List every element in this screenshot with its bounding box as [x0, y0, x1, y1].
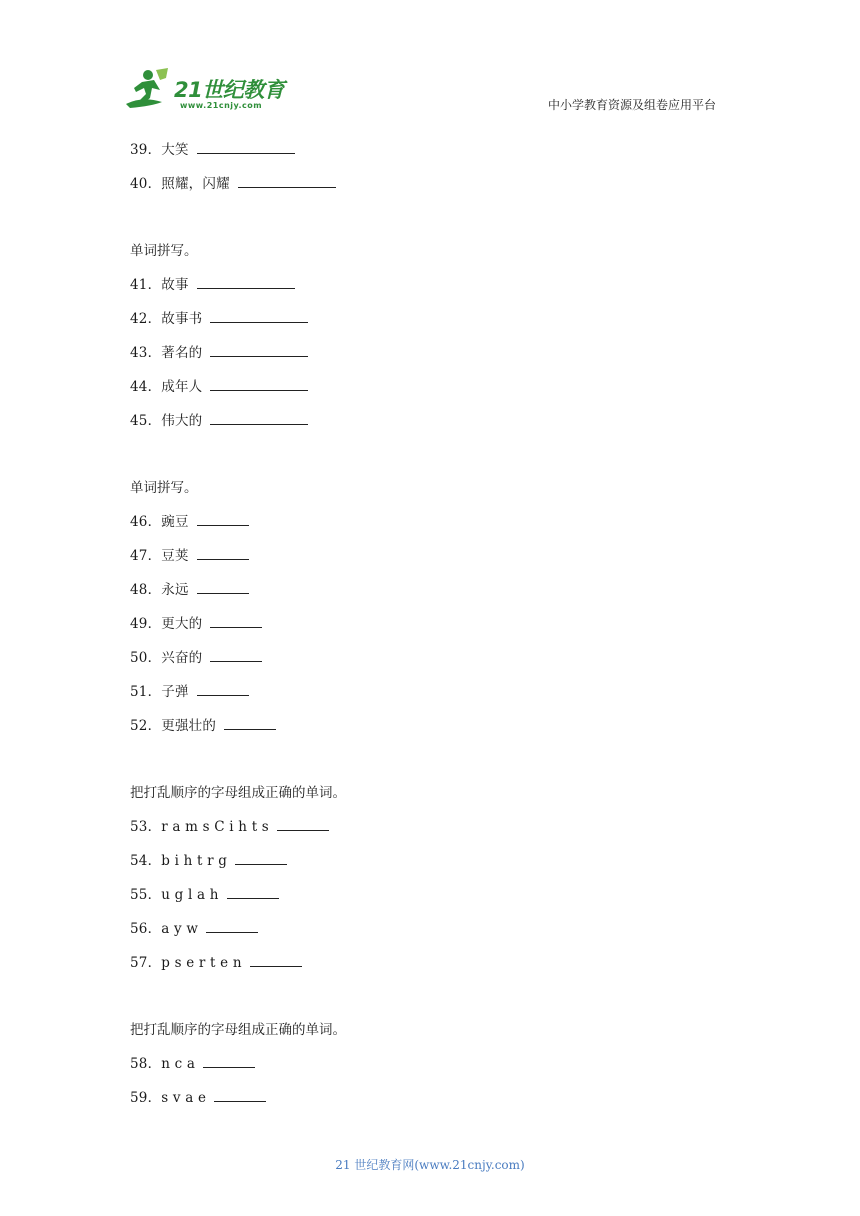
question-text: 更强壮的	[161, 718, 217, 734]
question-item	[130, 1052, 255, 1072]
question-text: 子弹	[161, 684, 189, 700]
answer-blank[interactable]	[203, 1055, 255, 1068]
answer-blank[interactable]	[210, 412, 308, 425]
answer-blank[interactable]	[224, 717, 276, 730]
answer-blank[interactable]	[238, 175, 336, 188]
runner-logo-icon	[122, 66, 178, 116]
question-item	[130, 544, 249, 564]
answer-blank[interactable]	[206, 920, 258, 933]
question-item	[130, 612, 262, 632]
section-heading: 单词拼写。	[130, 480, 198, 496]
question-number: 49．	[130, 616, 162, 632]
question-text: 大笑	[161, 142, 189, 158]
answer-blank[interactable]	[235, 852, 287, 865]
page-header	[0, 0, 860, 130]
question-item	[130, 307, 308, 327]
question-item	[130, 375, 308, 395]
question-number: 56．	[130, 921, 162, 937]
question-item	[130, 341, 308, 361]
question-text: b i h t r g	[161, 853, 228, 869]
question-text: p s e r t e n	[161, 955, 242, 971]
question-number: 47．	[130, 548, 162, 564]
question-number: 59．	[130, 1090, 162, 1106]
question-item	[130, 815, 329, 835]
logo	[122, 66, 292, 116]
question-item	[130, 714, 276, 734]
answer-blank[interactable]	[210, 344, 308, 357]
question-item	[130, 680, 249, 700]
question-item	[130, 951, 302, 971]
question-number: 41．	[130, 277, 162, 293]
answer-blank[interactable]	[197, 141, 295, 154]
question-item	[130, 883, 279, 903]
question-item	[130, 849, 287, 869]
question-number: 54．	[130, 853, 162, 869]
question-number: 40．	[130, 176, 162, 192]
answer-blank[interactable]	[197, 547, 249, 560]
question-item	[130, 273, 295, 293]
answer-blank[interactable]	[277, 818, 329, 831]
question-number: 57．	[130, 955, 162, 971]
question-item	[130, 917, 258, 937]
question-number: 45．	[130, 413, 162, 429]
question-number: 39．	[130, 142, 162, 158]
question-item	[130, 172, 336, 192]
question-item	[130, 578, 249, 598]
answer-blank[interactable]	[210, 615, 262, 628]
question-number: 51．	[130, 684, 162, 700]
question-text: u g l a h	[161, 887, 219, 903]
answer-blank[interactable]	[250, 954, 302, 967]
question-number: 53．	[130, 819, 162, 835]
answer-blank[interactable]	[197, 581, 249, 594]
answer-blank[interactable]	[197, 513, 249, 526]
question-text: 豌豆	[161, 514, 189, 530]
question-item	[130, 646, 262, 666]
question-item	[130, 138, 295, 158]
question-text: n c a	[161, 1056, 196, 1072]
question-text: r a m s C i h t s	[161, 819, 269, 835]
question-number: 42．	[130, 311, 162, 327]
question-item	[130, 409, 308, 429]
question-number: 46．	[130, 514, 162, 530]
question-number: 43．	[130, 345, 162, 361]
answer-blank[interactable]	[210, 310, 308, 323]
logo-url: www.21cnjy.com	[180, 101, 263, 110]
section-heading: 把打乱顺序的字母组成正确的单词。	[130, 1022, 346, 1038]
question-number: 58．	[130, 1056, 162, 1072]
question-text: 永远	[161, 582, 189, 598]
question-text: 故事书	[161, 311, 203, 327]
question-number: 44．	[130, 379, 162, 395]
question-text: 成年人	[161, 379, 203, 395]
question-text: 伟大的	[161, 413, 203, 429]
question-text: s v a e	[161, 1090, 207, 1106]
question-text: 故事	[161, 277, 189, 293]
question-text: 豆荚	[161, 548, 189, 564]
answer-blank[interactable]	[227, 886, 279, 899]
question-text: 著名的	[161, 345, 203, 361]
question-number: 50．	[130, 650, 162, 666]
question-text: 更大的	[161, 616, 203, 632]
question-text: 照耀，闪耀	[161, 176, 230, 192]
answer-blank[interactable]	[210, 649, 262, 662]
question-number: 52．	[130, 718, 162, 734]
question-number: 55．	[130, 887, 162, 903]
question-text: a y w	[161, 921, 199, 937]
section-heading: 单词拼写。	[130, 243, 198, 259]
question-number: 48．	[130, 582, 162, 598]
section-heading: 把打乱顺序的字母组成正确的单词。	[130, 785, 346, 801]
answer-blank[interactable]	[197, 276, 295, 289]
answer-blank[interactable]	[210, 378, 308, 391]
answer-blank[interactable]	[197, 683, 249, 696]
platform-title: 中小学教育资源及组卷应用平台	[548, 98, 717, 112]
question-item	[130, 1086, 266, 1106]
question-text: 兴奋的	[161, 650, 203, 666]
question-item	[130, 510, 249, 530]
answer-blank[interactable]	[214, 1089, 266, 1102]
page-footer[interactable]: 21 世纪教育网(www.21cnjy.com)	[335, 1158, 525, 1172]
logo-text: 21世纪教育	[174, 78, 285, 102]
